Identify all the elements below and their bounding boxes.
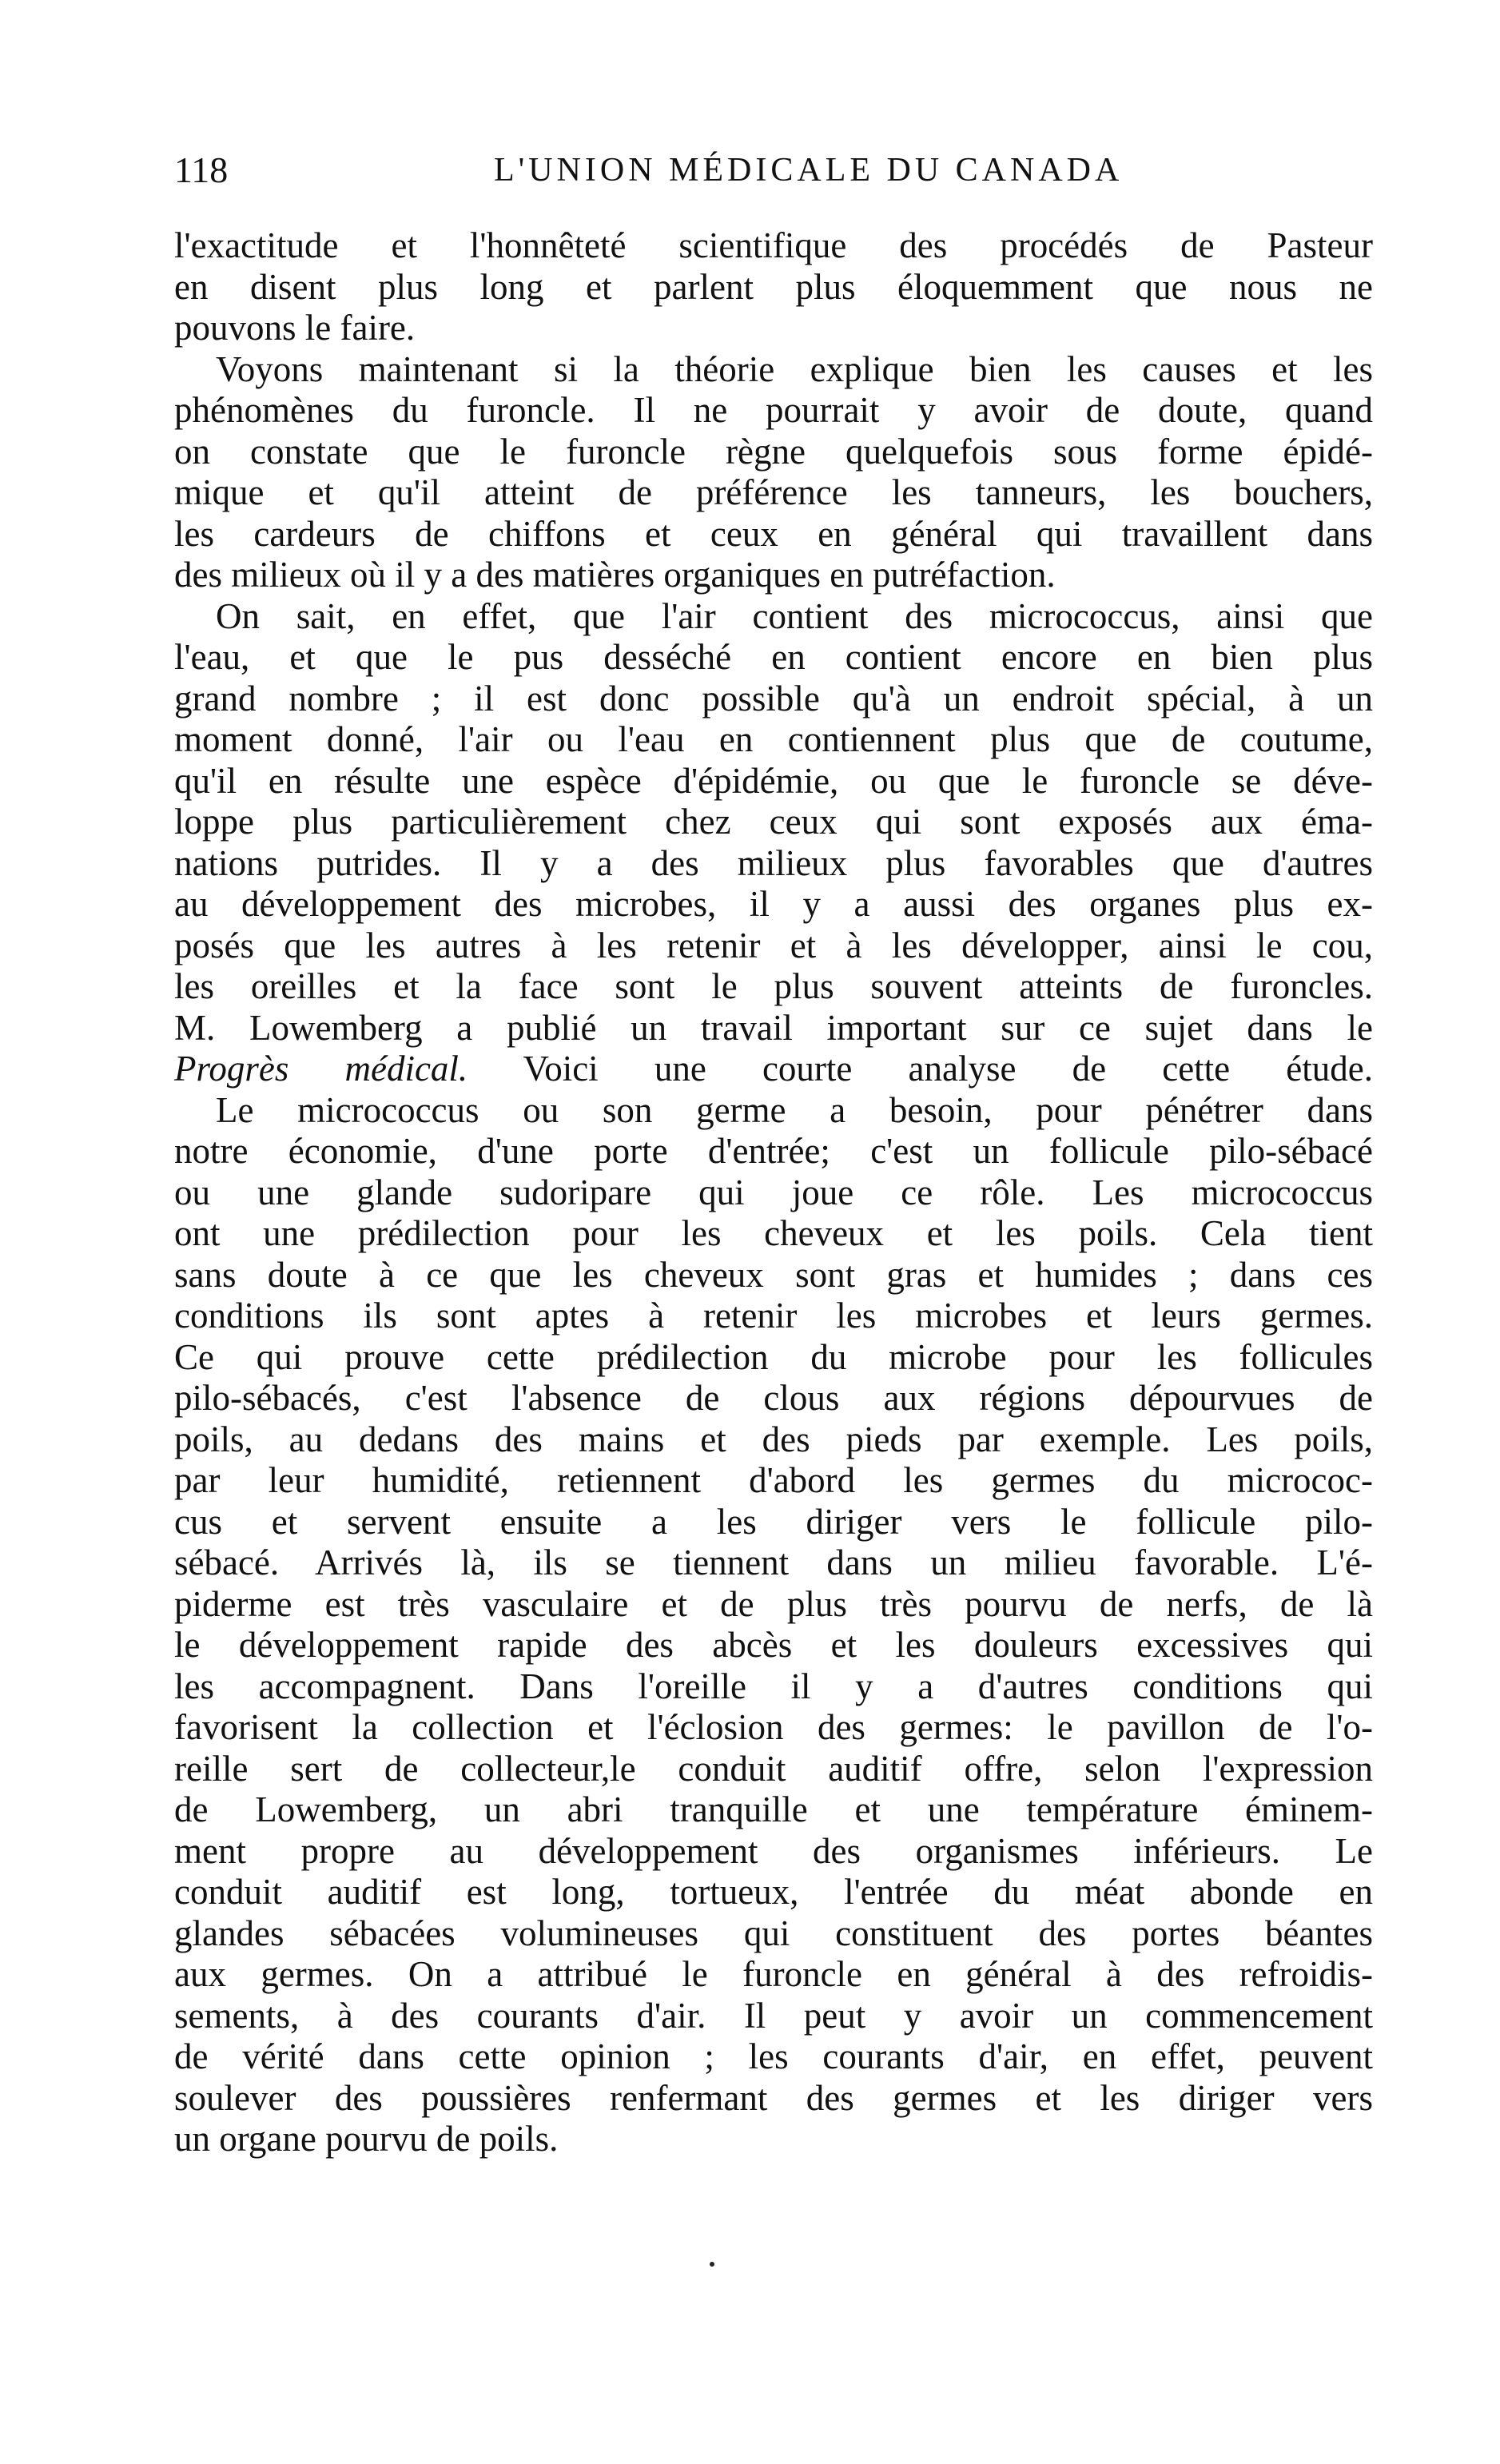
running-head	[174, 142, 1373, 198]
text-line: favorisent la collection et l'éclosion des germes: le pavillon de l'o-	[174, 1707, 1373, 1747]
text-line: l'eau, et que le pus desséché en contient encore en bien plus	[174, 637, 1373, 677]
text-line: soulever des poussières renfermant des germes et les diriger vers	[174, 2077, 1373, 2118]
text-line: nations putrides. Il y a des milieux plus favorables que d'autres	[174, 842, 1373, 883]
text-line-progres-medical	[174, 1049, 1373, 1090]
text-line: par leur humidité, retiennent d'abord les germes du micrococ-	[174, 1460, 1373, 1500]
text-line: Ce qui prouve cette prédilection du microbe pour les follicules	[174, 1336, 1373, 1377]
journal-reference: Progrès médical.	[174, 1049, 468, 1089]
text-line: un organe pourvu de poils.	[174, 2119, 559, 2159]
text-line: sans doute à ce que les cheveux sont gras et humides ; dans ces	[174, 1254, 1373, 1295]
text-line: sements, à des courants d'air. Il peut y avoir un commencement	[174, 1995, 1373, 2036]
text-line: On sait, en effet, que l'air contient des micrococcus, ainsi que	[216, 595, 1373, 636]
text-line: de vérité dans cette opinion ; les courants d'air, en effet, peuvent	[174, 2036, 1373, 2076]
text-line: cus et servent ensuite a les diriger vers le follicule pilo-	[174, 1501, 1373, 1542]
text-line: pilo-sébacés, c'est l'absence de clous aux régions dépourvues de	[174, 1378, 1373, 1418]
text-line: au développement des microbes, il y a aussi des organes plus ex-	[174, 884, 1373, 924]
text-line: reille sert de collecteur,le conduit auditif offre, selon l'expression	[174, 1748, 1373, 1789]
text-line: ment propre au développement des organismes inférieurs. Le	[174, 1830, 1373, 1871]
text-line: poils, au dedans des mains et des pieds par exemple. Les poils,	[174, 1419, 1373, 1459]
journal-title: L'UNION MÉDICALE DU CANADA	[494, 152, 1124, 189]
text-line: conduit auditif est long, tortueux, l'entrée du méat abonde en	[174, 1872, 1373, 1912]
text-line: mique et qu'il atteint de préférence les tanneurs, les bouchers,	[174, 472, 1373, 512]
text-line: glandes sébacées volumineuses qui constituent des portes béantes	[174, 1913, 1373, 1953]
text-line: les accompagnent. Dans l'oreille il y a d'autres conditions qui	[174, 1666, 1373, 1706]
text-line: ou une glande sudoripare qui joue ce rôle. Les micrococcus	[174, 1172, 1373, 1212]
text-line: notre économie, d'une porte d'entrée; c'est un follicule pilo-sébacé	[174, 1131, 1373, 1171]
text-line: grand nombre ; il est donc possible qu'à un endroit spécial, à un	[174, 678, 1373, 719]
text-line: qu'il en résulte une espèce d'épidémie, ou que le furoncle se déve-	[174, 760, 1373, 801]
text-line: sébacé. Arrivés là, ils se tiennent dans un milieu favorable. L'é-	[174, 1542, 1373, 1582]
text-line: les cardeurs de chiffons et ceux en général qui travaillent dans	[174, 513, 1373, 554]
text-line-rest: Voici une courte analyse de cette étude.	[468, 1049, 1373, 1089]
text-line: piderme est très vasculaire et de plus très pourvu de nerfs, de là	[174, 1583, 1373, 1624]
body-text	[174, 225, 1373, 2160]
text-line: Le micrococcus ou son germe a besoin, pour pénétrer dans	[216, 1089, 1373, 1130]
text-line: moment donné, l'air ou l'eau en contiennent plus que de coutume,	[174, 719, 1373, 759]
ink-dot	[710, 2262, 714, 2267]
text-line: aux germes. On a attribué le furoncle en général à des refroidis-	[174, 1954, 1373, 1994]
text-line: l'exactitude et l'honnêteté scientifique des procédés de Pasteur	[174, 225, 1373, 265]
text-line: posés que les autres à les retenir et à les développer, ainsi le cou,	[174, 925, 1373, 965]
text-line: de Lowemberg, un abri tranquille et une température éminem-	[174, 1789, 1373, 1829]
text-line: on constate que le furoncle règne quelquefois sous forme épidé-	[174, 431, 1373, 472]
text-line: ont une prédilection pour les cheveux et les poils. Cela tient	[174, 1213, 1373, 1253]
text-line: loppe plus particulièrement chez ceux qui sont exposés aux éma-	[174, 802, 1373, 842]
text-line: pouvons le faire.	[174, 308, 416, 348]
page-number: 118	[174, 149, 229, 190]
text-line: conditions ils sont aptes à retenir les microbes et leurs germes.	[174, 1296, 1373, 1335]
text-line: le développement rapide des abcès et les douleurs excessives qui	[174, 1625, 1373, 1665]
text-line: Voyons maintenant si la théorie explique bien les causes et les	[216, 348, 1373, 389]
text-line: des milieux où il y a des matières organiques en putréfaction.	[174, 555, 1056, 595]
text-line: M. Lowemberg a publié un travail important sur ce sujet dans le	[174, 1007, 1373, 1048]
text-line: phénomènes du furoncle. Il ne pourrait y avoir de doute, quand	[174, 390, 1373, 430]
text-line: en disent plus long et parlent plus éloquemment que nous ne	[174, 266, 1373, 307]
text-line: les oreilles et la face sont le plus souvent atteints de furoncles.	[174, 966, 1373, 1006]
